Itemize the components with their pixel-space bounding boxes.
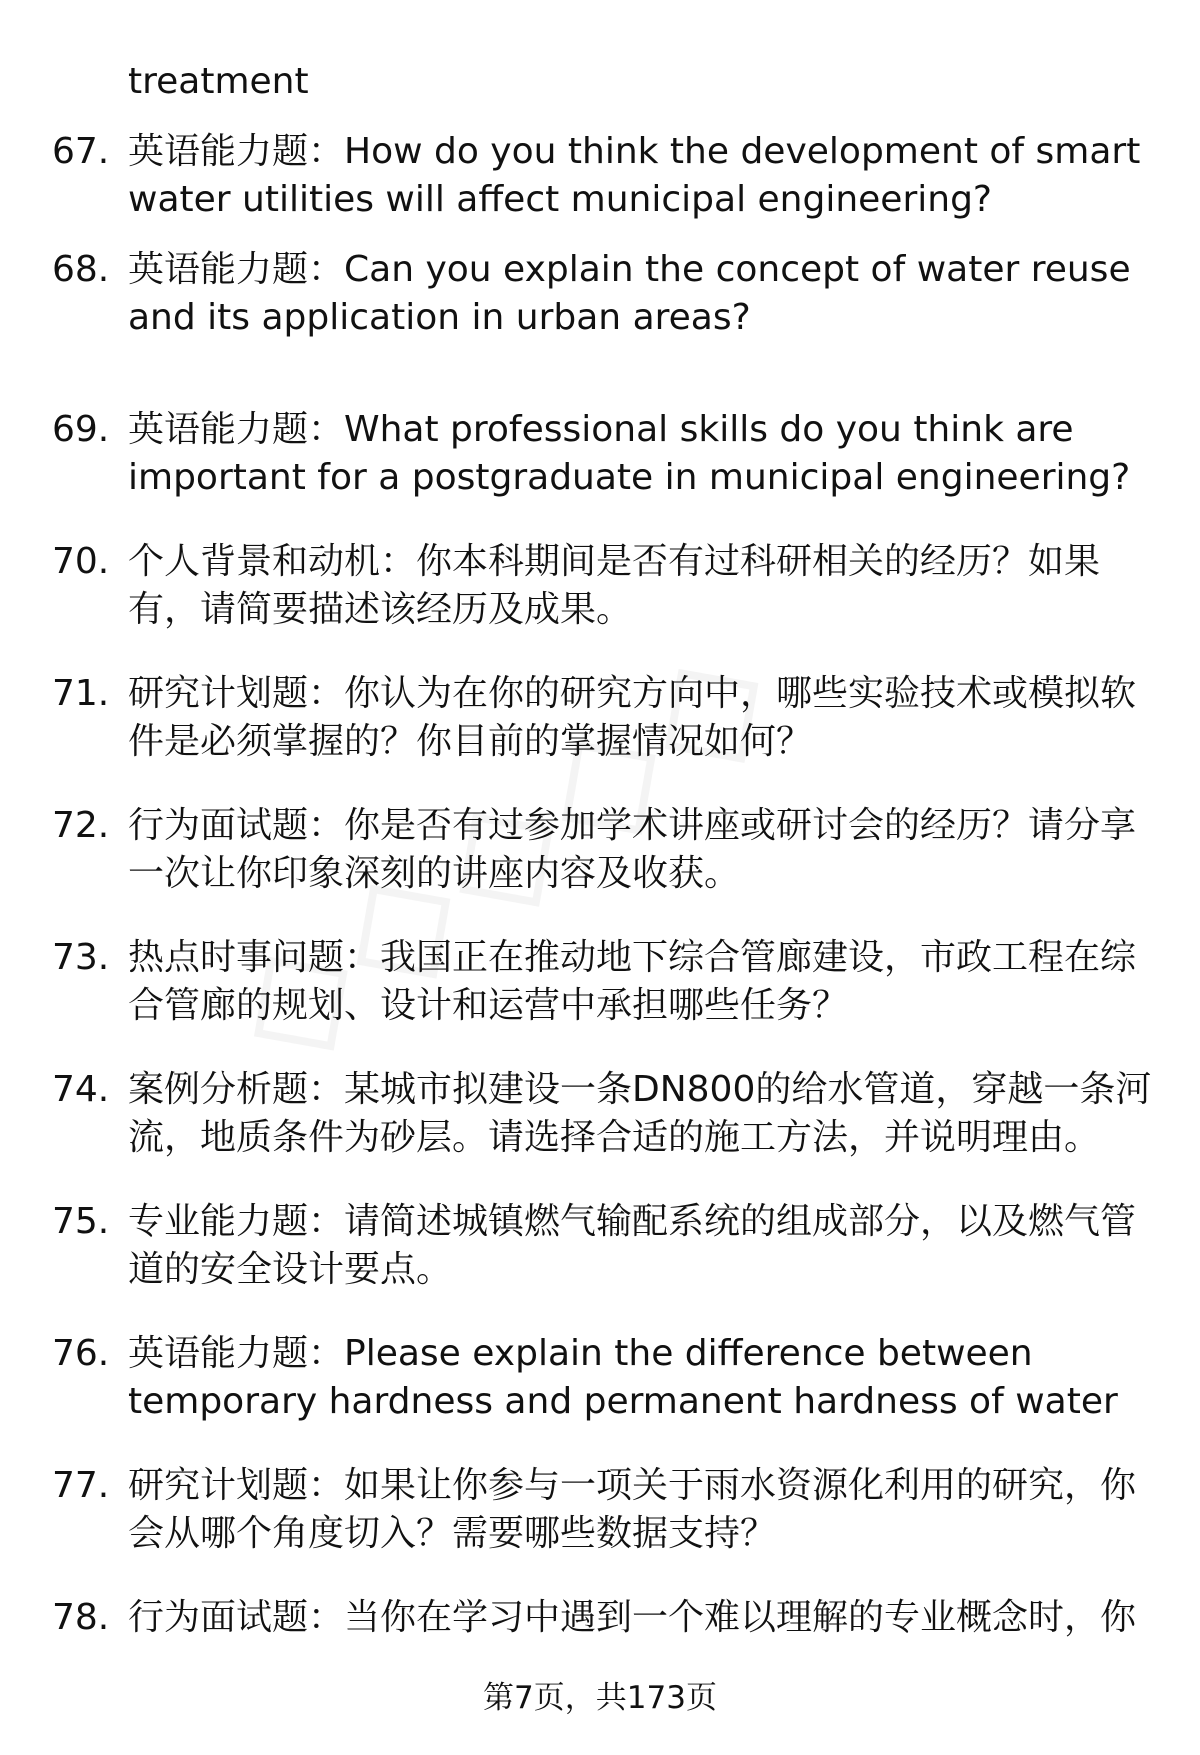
question-number: 77. xyxy=(52,1465,110,1506)
question-number: 76. xyxy=(52,1333,110,1374)
question-text-line: 英语能力题：Can you explain the concept of water reuse xyxy=(128,249,1131,290)
question-text-line: 件是必须掌握的？你目前的掌握情况如何？ xyxy=(128,721,813,762)
question-text-line: 热点时事问题：我国正在推动地下综合管廊建设，市政工程在综 xyxy=(128,937,1137,978)
question-text-line: and its application in urban areas? xyxy=(128,297,751,338)
question-number: 71. xyxy=(52,673,110,714)
question-item xyxy=(0,802,1200,906)
question-item xyxy=(0,1198,1200,1302)
question-item xyxy=(0,1462,1200,1566)
question-text-line: 行为面试题：当你在学习中遇到一个难以理解的专业概念时，你 xyxy=(128,1597,1137,1638)
page-number-footer: 第7页，共173页 xyxy=(483,1680,717,1716)
question-number: 75. xyxy=(52,1201,110,1242)
question-text-line: 英语能力题：What professional skills do you think are xyxy=(128,409,1074,450)
question-number: 69. xyxy=(52,409,110,450)
question-item xyxy=(0,1066,1200,1170)
question-text-line: 个人背景和动机：你本科期间是否有过科研相关的经历？如果 xyxy=(128,541,1101,582)
question-text-line: 英语能力题：How do you think the development of smart xyxy=(128,131,1141,172)
question-item xyxy=(0,538,1200,642)
question-item xyxy=(0,934,1200,1038)
continuation-text: treatment xyxy=(128,61,309,102)
question-number: 73. xyxy=(52,937,110,978)
question-item xyxy=(0,670,1200,774)
question-item xyxy=(0,128,1200,232)
question-number: 72. xyxy=(52,805,110,846)
question-text-line: 英语能力题：Please explain the difference between xyxy=(128,1333,1033,1374)
question-text-line: 有，请简要描述该经历及成果。 xyxy=(128,589,633,630)
question-text-line: 案例分析题：某城市拟建设一条DN800的给水管道，穿越一条河 xyxy=(128,1069,1152,1110)
question-text-line: temporary hardness and permanent hardness of water xyxy=(128,1381,1118,1422)
question-text-line: 行为面试题：你是否有过参加学术讲座或研讨会的经历？请分享 xyxy=(128,805,1137,846)
question-text-line: 一次让你印象深刻的讲座内容及收获。 xyxy=(128,853,741,894)
question-number: 70. xyxy=(52,541,110,582)
question-item xyxy=(0,1330,1200,1434)
question-text-line: 流，地质条件为砂层。请选择合适的施工方法，并说明理由。 xyxy=(128,1117,1101,1158)
question-text-line: 合管廊的规划、设计和运营中承担哪些任务？ xyxy=(128,985,849,1026)
question-text-line: 道的安全设计要点。 xyxy=(128,1249,453,1290)
question-text-line: 专业能力题：请简述城镇燃气输配系统的组成部分，以及燃气管 xyxy=(128,1201,1137,1242)
question-number: 78. xyxy=(52,1597,110,1638)
question-text-line: 会从哪个角度切入？需要哪些数据支持？ xyxy=(128,1513,777,1554)
question-text-line: 研究计划题：你认为在你的研究方向中，哪些实验技术或模拟软 xyxy=(128,673,1137,714)
question-text-line: water utilities will affect municipal engineering? xyxy=(128,179,993,220)
question-item xyxy=(0,246,1200,350)
question-text-line: important for a postgraduate in municipal engineering? xyxy=(128,457,1131,498)
question-number: 67. xyxy=(52,131,110,172)
question-number: 68. xyxy=(52,249,110,290)
question-text-line: 研究计划题：如果让你参与一项关于雨水资源化利用的研究，你 xyxy=(128,1465,1137,1506)
question-number: 74. xyxy=(52,1069,110,1110)
question-item xyxy=(0,406,1200,510)
